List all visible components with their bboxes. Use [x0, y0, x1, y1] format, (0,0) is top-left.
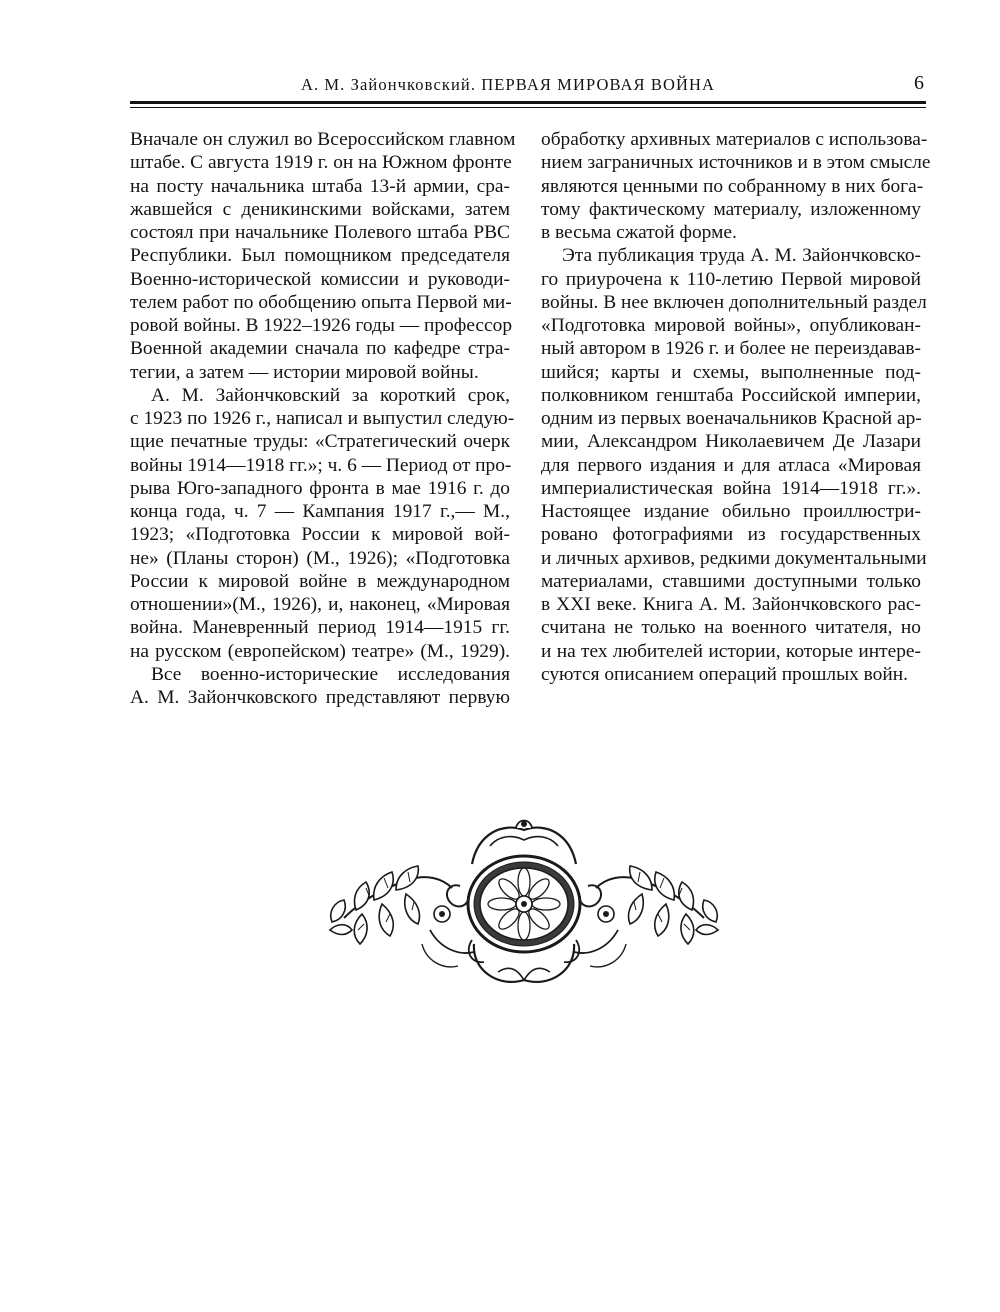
- text-line: Республики. Был помощником председателя: [130, 245, 510, 267]
- text-line: мии, Александром Николаевичем Де Лазари: [541, 431, 921, 453]
- page-number: 6: [914, 72, 924, 94]
- text-line: в XXI веке. Книга А. М. Зайончковского рас-: [541, 594, 921, 615]
- text-line: го приурочена к 110-летию Первой мировой: [541, 268, 921, 290]
- text-line: тому фактическому материалу, изложенному: [541, 198, 921, 220]
- text-line: Эта публикация труда А. М. Зайончковско-: [562, 245, 921, 267]
- text-line: телем работ по обобщению опыта Первой ми-: [130, 291, 512, 313]
- decorative-ornament: [322, 812, 726, 998]
- text-line: нием заграничных источников и в этом смысле: [541, 152, 931, 174]
- text-line: отношении»(М., 1926), и, наконец, «Мировая: [130, 594, 510, 615]
- text-line: Все военно-исторические исследования: [151, 663, 510, 685]
- text-line: «Подготовка мировой войны», опубликован-: [541, 315, 921, 336]
- running-head: А. М. Зайончковский. ПЕРВАЯ МИРОВАЯ ВОЙНА: [300, 75, 716, 94]
- text-line: шийся; карты и схемы, выполненные под-: [541, 361, 921, 383]
- text-line: войны. В нее включен дополнительный раздел: [541, 291, 927, 313]
- text-line: ровой войны. В 1922–1926 годы — профессор: [130, 315, 513, 336]
- text-line: Военно-исторической комиссии и руководи-: [130, 268, 510, 290]
- text-line: штабе. С августа 1919 г. он на Южном фронте: [130, 152, 512, 174]
- text-line: империалистическая война 1914—1918 гг.».: [541, 477, 921, 499]
- text-line: обработку архивных материалов с использова-: [541, 129, 928, 150]
- text-line: России к мировой войне в международном: [130, 570, 510, 592]
- text-line: ровано фотографиями из государственных: [541, 524, 921, 546]
- text-line: являются ценными по собранному в них бога-: [541, 175, 924, 197]
- text-line: жавшейся с деникинскими войсками, затем: [130, 198, 510, 220]
- text-line: конца года, ч. 7 — Кампания 1917 г.,— М.,: [130, 501, 510, 522]
- header-rule-thick: [130, 101, 926, 104]
- text-line: 1923; «Подготовка России к мировой вой-: [130, 524, 510, 546]
- page-header: [130, 72, 926, 104]
- text-line: на русском (европейском) театре» (М., 1929).: [130, 640, 510, 662]
- text-line: суются описанием операций прошлых войн.: [541, 663, 908, 685]
- text-line: Вначале он служил во Всероссийском главном: [130, 129, 516, 150]
- text-line: война. Маневренный период 1914—1915 гг.: [130, 617, 510, 639]
- text-line: А. М. Зайончковский за короткий срок,: [151, 384, 510, 406]
- text-line: не» (Планы сторон) (М., 1926); «Подготовка: [130, 547, 510, 569]
- text-line: щие печатные труды: «Стратегический очерк: [130, 431, 510, 453]
- text-line: на посту начальника штаба 13-й армии, сра-: [130, 175, 510, 197]
- text-line: материалами, ставшими доступными только: [541, 570, 921, 592]
- text-line: с 1923 по 1926 г., написал и выпустил следую-: [130, 408, 515, 429]
- text-line: для первого издания и для атласа «Мировая: [541, 454, 921, 476]
- text-line: тегии, а затем — истории мировой войны.: [130, 361, 479, 383]
- text-line: войны 1914—1918 гг.»; ч. 6 — Период от про-: [130, 454, 512, 476]
- left-column: [130, 128, 516, 709]
- text-line: полковником генштаба Российской империи,: [541, 384, 921, 406]
- right-column: [541, 128, 931, 686]
- text-line: и на тех любителей истории, которые интере-: [541, 640, 921, 662]
- text-line: Настоящее издание обильно проиллюстри-: [541, 501, 921, 522]
- text-line: Военной академии сначала по кафедре стра-: [130, 338, 510, 360]
- text-line: состоял при начальнике Полевого штаба РВС: [130, 222, 510, 243]
- text-line: в весьма сжатой форме.: [541, 222, 737, 243]
- text-line: считана не только на военного читателя, но: [541, 617, 921, 639]
- text-line: и личных архивов, редкими документальными: [541, 547, 927, 569]
- text-line: ный автором в 1926 г. и более не переиздавав-: [541, 338, 921, 360]
- header-rule-thin: [130, 107, 926, 108]
- text-line: А. М. Зайончковского представляют первую: [130, 687, 510, 708]
- text-line: одним из первых военачальников Красной ар-: [541, 408, 922, 429]
- text-line: рыва Юго-западного фронта в мае 1916 г. до: [130, 477, 510, 499]
